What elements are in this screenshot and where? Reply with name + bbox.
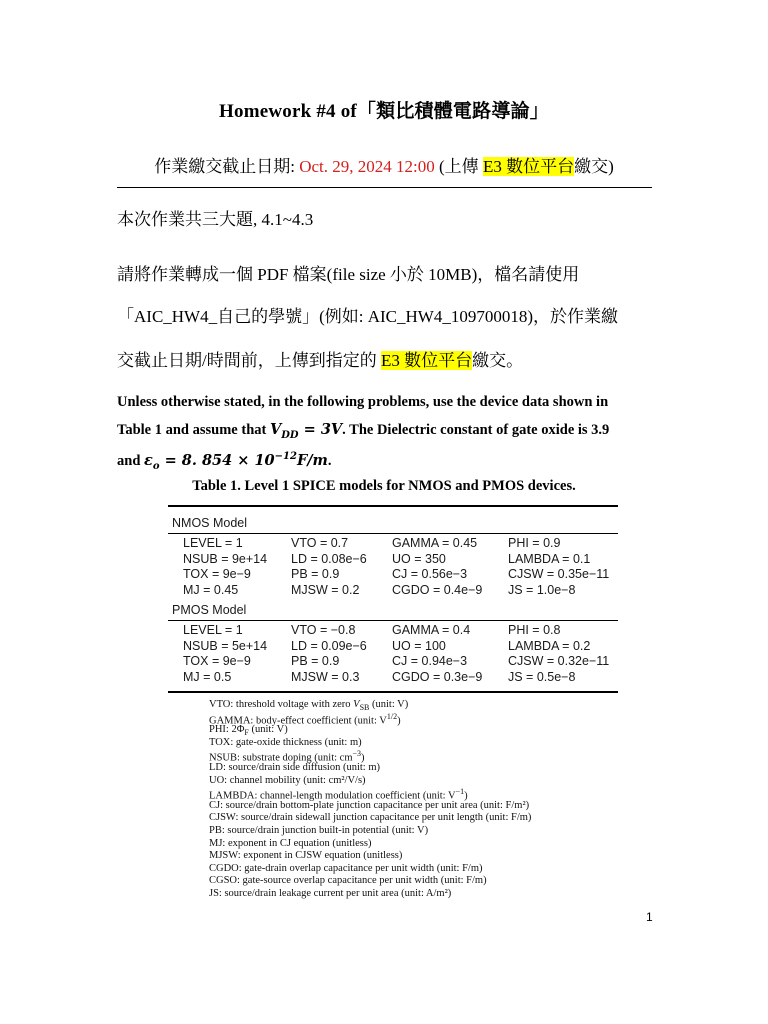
legend-item: CGSO: gate-source overlap capacitance per unit width (unit: F/m): [209, 875, 487, 887]
legend-item: JS: source/drain leakage current per unit area (unit: A/m²): [209, 888, 452, 899]
pmos-cell: JS = 0.5e−8: [508, 669, 576, 684]
epsilon-symbol: ε: [144, 451, 153, 469]
pmos-cell: GAMMA = 0.4: [392, 623, 471, 637]
epsilon-unit: F/m: [296, 451, 328, 469]
pmos-cell: CGDO = 0.3e−9: [392, 669, 483, 684]
pmos-cell: LAMBDA = 0.2: [508, 638, 591, 653]
legend-item: UO: channel mobility (unit: cm²/V/s): [209, 774, 366, 786]
nmos-cell: CJ = 0.56e−3: [392, 567, 468, 581]
spice-model-table: [168, 505, 618, 693]
legend-item: NSUB: substrate doping (unit: $cm^{-3}$): [209, 749, 365, 764]
legend-item: LAMBDA: channel-length modulation coefficient (unit: $V^{-1}$): [209, 787, 468, 802]
page-number: 1: [646, 910, 653, 924]
instruction-line-4-prefix: 交截止日期/時間前，上傳到指定的: [117, 351, 381, 370]
nmos-cell: MJSW = 0.2: [291, 582, 360, 597]
legend-item: TOX: gate-oxide thickness (unit: m): [209, 736, 362, 748]
nmos-cell: TOX = 9e−9: [183, 567, 251, 581]
nmos-cell: CJSW = 0.35e−11: [508, 567, 610, 581]
pmos-cell: MJ = 0.5: [183, 669, 232, 684]
pmos-cell: LEVEL = 1: [183, 623, 243, 637]
deadline-mid: (上傳: [434, 157, 483, 176]
epsilon-equation: [144, 451, 328, 472]
nmos-cell: CGDO = 0.4e−9: [392, 582, 483, 597]
pmos-cell: TOX = 9e−9: [183, 654, 251, 668]
deadline-suffix: 繳交): [574, 157, 614, 176]
nmos-cell: JS = 1.0e−8: [508, 582, 576, 597]
pmos-cell: MJSW = 0.3: [291, 669, 360, 684]
pmos-cell: VTO = −0.8: [291, 623, 356, 637]
pmos-header-rule: [168, 620, 618, 621]
assumption-line-3-prefix: and: [117, 452, 145, 469]
instruction-line-3: 「AIC_HW4_自己的學號」(例如: AIC_HW4_109700018)，於作業繳: [117, 307, 618, 326]
legend-item: VTO: threshold voltage with zero $V_{SB}$ (unit: V): [209, 699, 409, 713]
deadline-date: Oct. 29, 2024 12:00: [299, 157, 435, 176]
nmos-cell: NSUB = 9e+14: [183, 551, 268, 566]
header-divider: [117, 187, 652, 188]
assumption-line-3-suffix: .: [327, 452, 332, 469]
legend-item: CGDO: gate-drain overlap capacitance per unit width (unit: F/m): [209, 862, 483, 874]
legend-item: GAMMA: body-effect coefficient (unit: $V^{1/2}$): [209, 711, 401, 727]
pmos-cell: PHI = 0.8: [508, 623, 561, 637]
vdd-symbol: V: [269, 421, 282, 438]
nmos-cell: LEVEL = 1: [183, 536, 243, 550]
nmos-cell: GAMMA = 0.45: [392, 536, 478, 550]
legend-item: MJSW: exponent in CJSW equation (unitless): [209, 850, 403, 862]
pmos-cell: CJ = 0.94e−3: [392, 654, 468, 668]
assumption-line-1: Unless otherwise stated, in the following problems, use the device data shown in: [117, 394, 609, 410]
table-caption: Table 1. Level 1 SPICE models for NMOS and PMOS devices.: [192, 478, 576, 494]
legend-item: PHI: $2\Phi_F$ (unit: V): [209, 724, 288, 738]
deadline-platform: E3 數位平台: [482, 157, 575, 176]
nmos-cell: LD = 0.08e−6: [291, 551, 367, 566]
nmos-cell: LAMBDA = 0.1: [508, 551, 591, 566]
instruction-line-1: 本次作業共三大題, 4.1~4.3: [117, 210, 314, 229]
legend-item: CJ: source/drain bottom-plate junction capacitance per unit area (unit: F/m²): [209, 799, 530, 811]
instruction-line-2: 請將作業轉成一個 PDF 檔案(file size 小於 10MB)，檔名請使用: [117, 265, 580, 284]
pmos-cell: UO = 100: [392, 638, 446, 653]
pmos-cell: CJSW = 0.32e−11: [508, 654, 610, 668]
pmos-cell: PB = 0.9: [291, 654, 340, 668]
assumption-line-3: [117, 442, 657, 481]
nmos-cell: PB = 0.9: [291, 567, 340, 581]
legend-item: LD: source/drain side diffusion (unit: m): [209, 762, 380, 773]
nmos-header-rule: [168, 533, 618, 534]
epsilon-exponent: −12: [274, 451, 297, 462]
pmos-cell: NSUB = 5e+14: [183, 638, 268, 653]
assumption-line-2-suffix: . The Dielectric constant of gate oxide is 3.9: [342, 422, 610, 438]
pmos-cell: LD = 0.09e−6: [291, 638, 367, 653]
legend-item: MJ: exponent in CJ equation (unitless): [209, 837, 372, 849]
pmos-model-title: PMOS Model: [172, 603, 247, 617]
nmos-cell: PHI = 0.9: [508, 536, 561, 550]
vdd-value: = 3V: [298, 421, 343, 438]
nmos-cell: UO = 350: [392, 551, 446, 566]
deadline-line: [0, 152, 768, 177]
instruction-line-4: [117, 346, 523, 371]
legend-item: PB: source/drain junction built-in potential (unit: V): [209, 825, 429, 836]
page-title: Homework #4 of「類比積體電路導論」: [219, 101, 549, 122]
vdd-subscript: DD: [281, 429, 299, 441]
epsilon-value: = 8. 854 × 10: [159, 451, 275, 469]
vdd-equation: [269, 421, 343, 441]
deadline-prefix: 作業繳交截止日期:: [154, 157, 300, 176]
nmos-cell: VTO = 0.7: [291, 536, 349, 550]
instruction-line-4-platform: E3 數位平台: [380, 351, 473, 370]
nmos-model-title: NMOS Model: [172, 516, 248, 530]
nmos-cell: MJ = 0.45: [183, 582, 239, 597]
epsilon-subscript: o: [152, 460, 160, 472]
legend-item: CJSW: source/drain sidewall junction capacitance per unit length (unit: F/m): [209, 812, 532, 824]
instruction-line-4-suffix: 繳交。: [472, 351, 524, 370]
assumption-line-2-prefix: Table 1 and assume that: [117, 422, 270, 438]
